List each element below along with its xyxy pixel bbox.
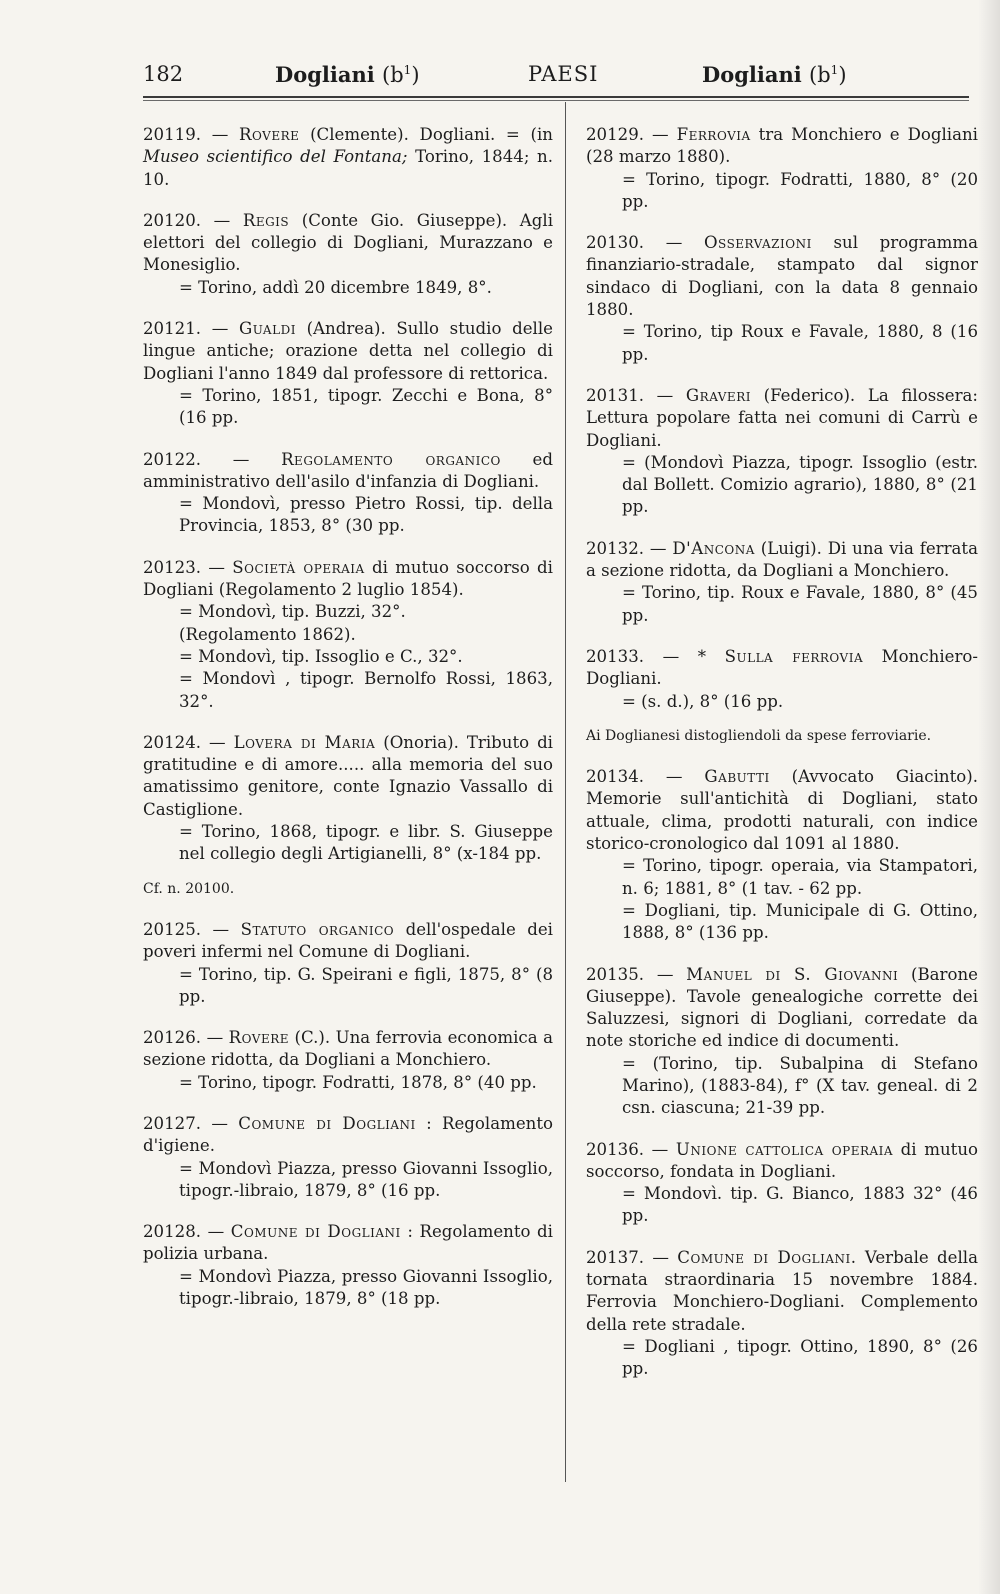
entry-author: Ferrovia: [676, 125, 751, 144]
entry-title: ed amministrativo dell'asilo d'infanzia di Dogliani.: [143, 449, 553, 491]
entry-number: 20119.: [143, 125, 202, 144]
entry-number: 20134.: [586, 767, 645, 787]
entry-number: 20125.: [143, 919, 202, 939]
entry-author: Comune di Dogliani: [238, 1113, 416, 1133]
entry-title: (Avvocato Giacinto). Memorie sull'antichità di Dogliani, stato attuale, clima, prodotti naturali, con indice storico-cronologico dal 1091 al 1880.: [586, 767, 978, 854]
header-right-sup: 1: [830, 63, 839, 77]
entry-description: [143, 210, 553, 277]
column-divider: [565, 102, 566, 1482]
entry-imprint: = Torino, tipogr. Fodratti, 1878, 8° (40 pp.: [179, 1072, 537, 1092]
entry-description: [586, 1247, 978, 1336]
entry-imprint: = Mondovì Piazza, presso Giovanni Issoglio, tipogr.-libraio, 1879, 8° (18 pp.: [179, 1266, 553, 1309]
entry-title: (Conte Gio. Giuseppe). Agli elettori del collegio di Dogliani, Murazzano e Monesiglio.: [143, 210, 553, 275]
entry-imprint: (Regolamento 1862).: [179, 624, 356, 644]
entry-number: 20131.: [586, 385, 645, 405]
entry-description: [586, 385, 978, 452]
entry-description: [143, 1027, 553, 1072]
entry-description: [143, 919, 553, 964]
entry-description: [143, 124, 553, 191]
entry-dash: —: [644, 1139, 676, 1159]
entry-author: Gualdi: [238, 319, 296, 339]
entry-dash: —: [201, 732, 234, 752]
entry-dash: —: [201, 557, 233, 577]
entry-title: (C.). Una ferrovia economica a sezione ridotta, da Dogliani a Monchiero.: [143, 1028, 553, 1070]
entry-description: [586, 964, 978, 1053]
header-center-title: PAESI: [528, 62, 599, 86]
page-edge-shadow: [978, 0, 1000, 1594]
entry-imprint: = Mondovì , tipogr. Bernolfo Rossi, 1863, 32°.: [179, 669, 553, 711]
entry-number: 20121.: [143, 319, 202, 339]
entry-description: [143, 449, 553, 494]
header-left-title-text: Dogliani: [275, 62, 375, 87]
catalog-entry: [143, 557, 553, 713]
entry-number: 20126.: [143, 1028, 202, 1048]
entry-dash: —: [644, 538, 673, 558]
entry-title: sul programma finanziario-stradale, stampato dal signor sindaco di Dogliani, con la data 8 gennaio 1880.: [586, 233, 978, 320]
entry-number: 20133.: [586, 646, 645, 666]
right-column: [586, 124, 978, 1400]
entry-title: (Andrea). Sullo studio delle lingue antiche; orazione detta nel collegio di Dogliani l'anno 1849 dal professore di rettorica.: [143, 319, 553, 383]
header-rule: [143, 96, 969, 98]
entry-number: 20127.: [143, 1113, 202, 1133]
header-right-title: [702, 62, 847, 87]
entry-italic-source: Museo scientifico del Fontana;: [143, 147, 408, 167]
entry-imprint: = Torino, tipogr. operaia, via Stampatori, n. 6; 1881, 8° (1 tav. - 62 pp.: [622, 856, 978, 898]
catalog-entry: [143, 449, 553, 538]
header-left-title: [275, 62, 420, 87]
entry-title: (Federico). La filossera: Lettura popolare fatta nei comuni di Carrù e Dogliani.: [586, 385, 978, 450]
header-right-suffix-text: (b: [809, 63, 831, 87]
entry-author: D'Ancona: [672, 538, 755, 558]
header-left-close: ): [411, 63, 420, 87]
entry-description: [586, 1139, 978, 1184]
entry-number: 20136.: [586, 1139, 645, 1159]
entry-imprint: = Torino, tipogr. Fodratti, 1880, 8° (20 pp.: [622, 169, 978, 211]
entry-title-continued: Torino, 1844; n. 10.: [143, 147, 553, 189]
entry-description: [143, 557, 553, 602]
catalog-entry: [586, 1139, 978, 1228]
entry-dash: —: [644, 767, 705, 787]
entry-author: Gabutti: [704, 767, 770, 787]
entry-imprint: = Mondovì, tip. Buzzi, 32°.: [179, 602, 406, 622]
entry-author: Società operaia: [232, 557, 365, 577]
header-left-sup: 1: [403, 63, 412, 77]
entry-imprint: = Torino, tip Roux e Favale, 1880, 8 (16 pp.: [622, 322, 978, 364]
entry-dash: —: [201, 319, 239, 339]
entry-imprint: = (s. d.), 8° (16 pp.: [622, 691, 784, 711]
catalog-entry: [143, 1113, 553, 1202]
header-left-suffix: [382, 63, 419, 87]
entry-dash: —: [201, 1113, 239, 1133]
left-column: [143, 124, 553, 1329]
entry-author: Osservazioni: [703, 233, 812, 253]
entry-imprint: = Dogliani, tip. Municipale di G. Ottino, 1888, 8° (136 pp.: [622, 900, 978, 943]
catalog-entry: [586, 538, 978, 627]
entry-author: Sulla ferrovia: [724, 646, 864, 666]
entry-number: 20137.: [586, 1247, 645, 1267]
entry-dash: —: [201, 210, 243, 230]
entry-author: Regolamento organico: [281, 449, 501, 469]
catalog-entry: [586, 646, 978, 747]
catalog-entry: [143, 732, 553, 900]
entry-number: 20120.: [143, 210, 202, 230]
entry-author: Rovere: [228, 1028, 290, 1048]
entry-dash: —: [644, 233, 704, 253]
entry-description: [586, 124, 978, 169]
entry-imprint: = Mondovì Piazza, presso Giovanni Issoglio, tipogr.-libraio, 1879, 8° (16 pp.: [179, 1158, 553, 1200]
entry-description: [143, 1221, 553, 1266]
entry-note: Ai Doglianesi distogliendoli da spese ferroviarie.: [586, 727, 932, 744]
entry-dash: —: [644, 964, 687, 984]
entry-title: (Clemente). Dogliani. = (in: [299, 125, 553, 144]
entry-dash: —: [201, 1222, 231, 1242]
entry-title: (Barone Giuseppe). Tavole genealogiche corrette dei Saluzzesi, signori di Dogliani, corredate da note storiche ed indice di documenti.: [586, 964, 978, 1051]
catalog-entry: [143, 919, 553, 1008]
header-right-title-text: Dogliani: [702, 62, 802, 87]
catalog-entry: [143, 1221, 553, 1310]
entry-dash: — *: [644, 646, 725, 666]
entry-number: 20122.: [143, 449, 202, 469]
entry-number: 20129.: [586, 125, 645, 144]
catalog-entry: [586, 124, 978, 213]
entry-imprint: = Torino, tip. G. Speirani e figli, 1875, 8° (8 pp.: [179, 964, 553, 1006]
entry-description: [143, 318, 553, 385]
entry-imprint: = (Torino, tip. Subalpina di Stefano Marino), (1883-84), f° (X tav. geneal. di 2 csn. ciascuna; 21-39 pp.: [622, 1053, 978, 1118]
entry-number: 20123.: [143, 557, 202, 577]
entry-imprint: = (Mondovì Piazza, tipogr. Issoglio (estr. dal Bollett. Comizio agrario), 1880, 8° (21 pp.: [622, 452, 978, 517]
entry-description: [586, 538, 978, 583]
entry-author: Graveri: [685, 385, 751, 405]
entry-number: 20130.: [586, 233, 645, 253]
entry-title: (Onoria). Tributo di gratitudine e di amore..... alla memoria del suo amatissimo genitore, conte Ignazio Vassallo di Castiglione.: [143, 732, 553, 819]
entry-title: di mutuo soccorso di Dogliani (Regolamento 2 luglio 1854).: [143, 557, 553, 600]
entry-dash: —: [201, 449, 282, 469]
entry-title: dell'ospedale dei poveri infermi nel Comune di Dogliani.: [143, 919, 553, 962]
header-rule-thin: [143, 100, 969, 101]
entry-description: [586, 766, 978, 855]
catalog-entry: [586, 232, 978, 366]
catalog-entry: [143, 210, 553, 299]
header-right-suffix: [809, 63, 846, 87]
entry-dash: —: [644, 125, 677, 144]
entry-author: Statuto organico: [240, 919, 395, 939]
page-number: 182: [143, 62, 184, 86]
catalog-entry: [586, 1247, 978, 1381]
header-left-suffix-text: (b: [382, 63, 404, 87]
catalog-entry: [586, 964, 978, 1120]
entry-imprint: = Mondovì. tip. G. Bianco, 1883 32° (46 pp.: [622, 1184, 978, 1226]
entry-author: Lovera di Maria: [233, 732, 376, 752]
entry-dash: —: [201, 125, 240, 144]
entry-author: Unione cattolica operaia: [675, 1139, 894, 1159]
entry-imprint: = Torino, 1868, tipogr. e libr. S. Giuseppe nel collegio degli Artigianelli, 8° (x-184 pp.: [179, 822, 553, 864]
entry-author: Rovere: [239, 125, 300, 144]
entry-title: (Luigi). Di una via ferrata a sezione ridotta, da Dogliani a Monchiero.: [586, 538, 978, 581]
catalog-entry: [586, 385, 978, 519]
entry-description: [143, 1113, 553, 1158]
entry-description: [586, 232, 978, 321]
entry-dash: —: [201, 919, 241, 939]
entry-description: [586, 646, 978, 691]
entry-dash: —: [644, 1247, 678, 1267]
entry-author: Regis: [242, 210, 290, 230]
entry-author: Comune di Dogliani: [230, 1222, 401, 1242]
entry-number: 20128.: [143, 1222, 202, 1242]
entry-note: Cf. n. 20100.: [143, 880, 235, 897]
entry-title: : Regolamento di polizia urbana.: [143, 1222, 553, 1264]
catalog-entry: [143, 124, 553, 191]
catalog-entry: [586, 766, 978, 944]
entry-imprint: = Mondovì, tip. Issoglio e C., 32°.: [179, 646, 463, 666]
catalog-entry: [143, 318, 553, 429]
entry-imprint: = Torino, tip. Roux e Favale, 1880, 8° (45 pp.: [622, 583, 978, 625]
entry-title: tra Monchiero e Dogliani (28 marzo 1880).: [586, 125, 978, 167]
entry-number: 20132.: [586, 538, 645, 558]
entry-dash: —: [201, 1028, 229, 1048]
entry-description: [143, 732, 553, 821]
running-header: [0, 62, 1000, 98]
entry-number: 20135.: [586, 964, 645, 984]
entry-title: Verbale della tornata straordinaria 15 novembre 1884. Ferrovia Monchiero-Dogliani. Complemento della rete stradale.: [586, 1247, 978, 1334]
catalog-entry: [143, 1027, 553, 1094]
entry-number: 20124.: [143, 732, 202, 752]
entry-imprint: = Torino, 1851, tipogr. Zecchi e Bona, 8° (16 pp.: [179, 385, 553, 428]
entry-title: Monchiero-Dogliani.: [586, 646, 978, 689]
entry-title: di mutuo soccorso, fondata in Dogliani.: [586, 1139, 978, 1181]
entry-imprint: = Dogliani , tipogr. Ottino, 1890, 8° (26 pp.: [622, 1336, 978, 1379]
entry-title: : Regolamento d'igiene.: [143, 1113, 554, 1156]
entry-author: Manuel di S. Giovanni: [686, 964, 899, 984]
entry-dash: —: [644, 385, 686, 405]
entry-imprint: = Torino, addì 20 dicembre 1849, 8°.: [179, 277, 492, 297]
entry-author: Comune di Dogliani.: [677, 1247, 857, 1267]
entry-imprint: = Mondovì, presso Pietro Rossi, tip. della Provincia, 1853, 8° (30 pp.: [179, 494, 553, 536]
header-right-close: ): [838, 63, 847, 87]
